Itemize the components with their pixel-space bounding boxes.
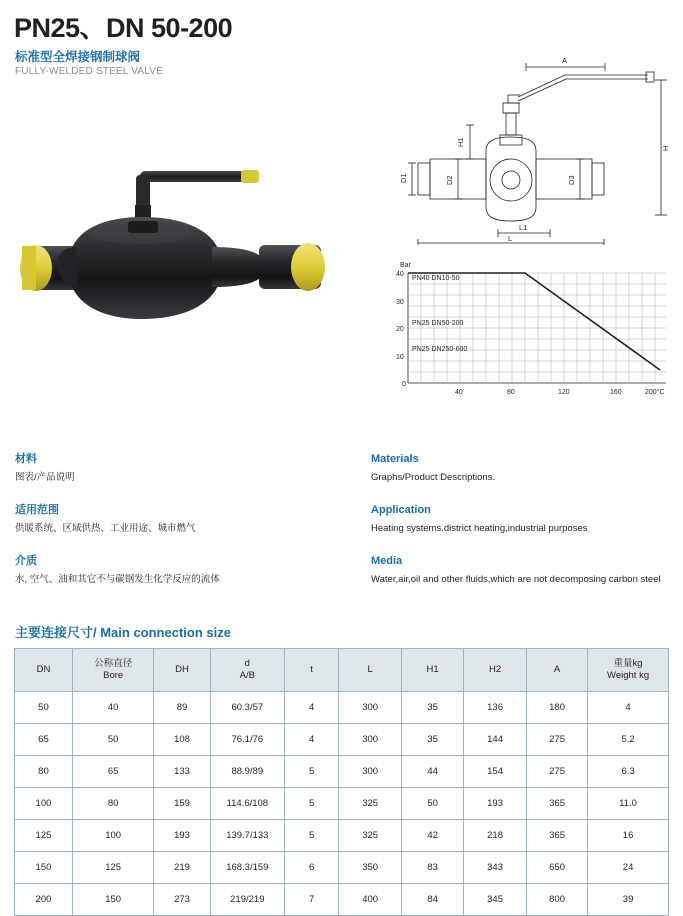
cell-bore: 50	[72, 724, 153, 756]
dim-label-L: L	[508, 234, 513, 243]
svg-text:200°C: 200°C	[645, 389, 665, 396]
cell-l: 400	[339, 884, 402, 916]
cell-a: 275	[526, 724, 587, 756]
cell-h2: 193	[464, 788, 527, 820]
cell-weight: 4	[588, 692, 669, 724]
table-header-weight: 重量kg Weight kg	[588, 649, 669, 692]
svg-text:40: 40	[455, 389, 463, 396]
spec-media-en	[371, 554, 671, 587]
cell-dn: 50	[15, 692, 73, 724]
table-header-l: L	[339, 649, 402, 692]
table-row	[15, 724, 669, 756]
spec-materials-en-body: Graphs/Product Descriptions.	[371, 471, 496, 483]
table-header-t: t	[284, 649, 338, 692]
table-row	[15, 820, 669, 852]
spec-application-cn-title: 适用范围	[15, 504, 59, 516]
cell-h2: 136	[464, 692, 527, 724]
cell-t: 7	[284, 884, 338, 916]
spec-application-en	[371, 503, 671, 536]
cell-h2: 144	[464, 724, 527, 756]
table-row	[15, 788, 669, 820]
svg-text:10: 10	[396, 354, 404, 361]
svg-text:20: 20	[396, 326, 404, 333]
cell-t: 5	[284, 820, 338, 852]
cell-dh: 193	[154, 820, 210, 852]
svg-text:Bar: Bar	[400, 262, 411, 269]
svg-text:PN25 DN50-200: PN25 DN50-200	[412, 320, 464, 327]
table-header-bore: 公称直径 Bore	[72, 649, 153, 692]
cell-l: 325	[339, 788, 402, 820]
table-row	[15, 852, 669, 884]
cell-weight: 6.3	[588, 756, 669, 788]
spec-media-en-title: Media	[371, 555, 403, 567]
dim-label-L1: L1	[519, 223, 528, 232]
cell-h1: 35	[402, 724, 464, 756]
cell-h1: 83	[402, 852, 464, 884]
cell-weight: 11.0	[588, 788, 669, 820]
cell-weight: 24	[588, 852, 669, 884]
cell-l: 300	[339, 692, 402, 724]
cell-bore: 80	[72, 788, 153, 820]
cell-h2: 218	[464, 820, 527, 852]
cell-l: 300	[339, 724, 402, 756]
cell-dh: 133	[154, 756, 210, 788]
cell-weight: 39	[588, 884, 669, 916]
spec-media-cn-body: 水, 空气、油和其它不与碳钢发生化学反应的流体	[15, 573, 220, 585]
svg-text:80: 80	[507, 389, 515, 396]
svg-text:120: 120	[558, 389, 570, 396]
spec-media-cn-title: 介质	[15, 555, 37, 567]
cell-d: 88.9/89	[210, 756, 284, 788]
spec-application-en-body: Heating systems.district heating,industrial purposes	[371, 522, 588, 534]
cell-weight: 5.2	[588, 724, 669, 756]
table-row	[15, 692, 669, 724]
cell-dn: 200	[15, 884, 73, 916]
cell-l: 325	[339, 820, 402, 852]
cell-bore: 65	[72, 756, 153, 788]
cell-bore: 125	[72, 852, 153, 884]
cell-dh: 108	[154, 724, 210, 756]
subtitle-english: FULLY-WELDED STEEL VALVE	[15, 66, 163, 77]
cell-a: 275	[526, 756, 587, 788]
spec-application-en-title: Application	[371, 504, 431, 516]
cell-h2: 154	[464, 756, 527, 788]
cell-weight: 16	[588, 820, 669, 852]
cell-d: 219/219	[210, 884, 284, 916]
subtitle-chinese: 标准型全焊接钢制球阀	[15, 50, 141, 64]
cell-d: 114.6/108	[210, 788, 284, 820]
spec-materials-en-title: Materials	[371, 453, 419, 465]
cell-l: 350	[339, 852, 402, 884]
table-header-dh: DH	[154, 649, 210, 692]
dim-label-D1: D1	[399, 173, 408, 183]
cell-l: 300	[339, 756, 402, 788]
table-row	[15, 756, 669, 788]
cell-h2: 345	[464, 884, 527, 916]
cell-dh: 159	[154, 788, 210, 820]
dim-label-H: H	[661, 145, 670, 151]
cell-dh: 89	[154, 692, 210, 724]
cell-t: 5	[284, 788, 338, 820]
table-header-h1: H1	[402, 649, 464, 692]
cell-bore: 40	[72, 692, 153, 724]
spec-materials-cn-title: 材料	[15, 453, 37, 465]
cell-h1: 44	[402, 756, 464, 788]
product-photo	[16, 155, 346, 340]
table-row	[15, 884, 669, 916]
cell-d: 60.3/57	[210, 692, 284, 724]
cell-dn: 150	[15, 852, 73, 884]
cell-a: 800	[526, 884, 587, 916]
svg-text:PN25 DN250-600: PN25 DN250-600	[412, 346, 468, 353]
spec-media-en-body: Water,air,oil and other fluids,which are not decomposing carbon steel	[371, 573, 661, 585]
cell-dh: 219	[154, 852, 210, 884]
svg-text:160: 160	[610, 389, 622, 396]
svg-text:30: 30	[396, 299, 404, 306]
cell-d: 168.3/159	[210, 852, 284, 884]
cell-dn: 65	[15, 724, 73, 756]
cell-d: 76.1/76	[210, 724, 284, 756]
dim-label-D3: D3	[567, 175, 576, 185]
dim-label-H1: H1	[456, 137, 465, 147]
table-header-a: A	[526, 649, 587, 692]
table-title: 主要连接尺寸/ Main connection size	[15, 625, 231, 640]
svg-text:PN40 DN10-50: PN40 DN10-50	[412, 275, 460, 282]
spec-media-cn	[15, 554, 345, 587]
spec-application-cn	[15, 503, 345, 536]
spec-materials-cn-body: 图表/产品说明	[15, 471, 75, 483]
dim-label-A: A	[562, 56, 568, 65]
cell-h1: 84	[402, 884, 464, 916]
table-header-row	[15, 649, 669, 692]
cell-bore: 150	[72, 884, 153, 916]
cell-a: 650	[526, 852, 587, 884]
cell-t: 4	[284, 692, 338, 724]
page-title: PN25、DN 50-200	[14, 13, 233, 43]
technical-drawing	[390, 55, 675, 245]
cell-a: 365	[526, 820, 587, 852]
cell-t: 4	[284, 724, 338, 756]
cell-a: 365	[526, 788, 587, 820]
cell-h2: 343	[464, 852, 527, 884]
spec-materials-en	[371, 452, 671, 485]
table-header-dn: DN	[15, 649, 73, 692]
cell-d: 139.7/133	[210, 820, 284, 852]
main-connection-size-table	[14, 648, 669, 916]
spec-application-cn-body: 供暖系统、区域供热、工业用途、城市燃气	[15, 522, 196, 534]
cell-dh: 273	[154, 884, 210, 916]
cell-h1: 42	[402, 820, 464, 852]
spec-materials-cn	[15, 452, 345, 485]
cell-h1: 35	[402, 692, 464, 724]
cell-t: 6	[284, 852, 338, 884]
cell-h1: 50	[402, 788, 464, 820]
cell-dn: 80	[15, 756, 73, 788]
cell-t: 5	[284, 756, 338, 788]
dim-label-D2: D2	[445, 175, 454, 185]
table-header-d: d A/B	[210, 649, 284, 692]
cell-dn: 100	[15, 788, 73, 820]
cell-a: 180	[526, 692, 587, 724]
cell-dn: 125	[15, 820, 73, 852]
table-header-h2: H2	[464, 649, 527, 692]
cell-bore: 100	[72, 820, 153, 852]
svg-text:0: 0	[402, 381, 406, 388]
svg-text:40: 40	[396, 271, 404, 278]
pressure-temperature-chart	[380, 255, 672, 405]
